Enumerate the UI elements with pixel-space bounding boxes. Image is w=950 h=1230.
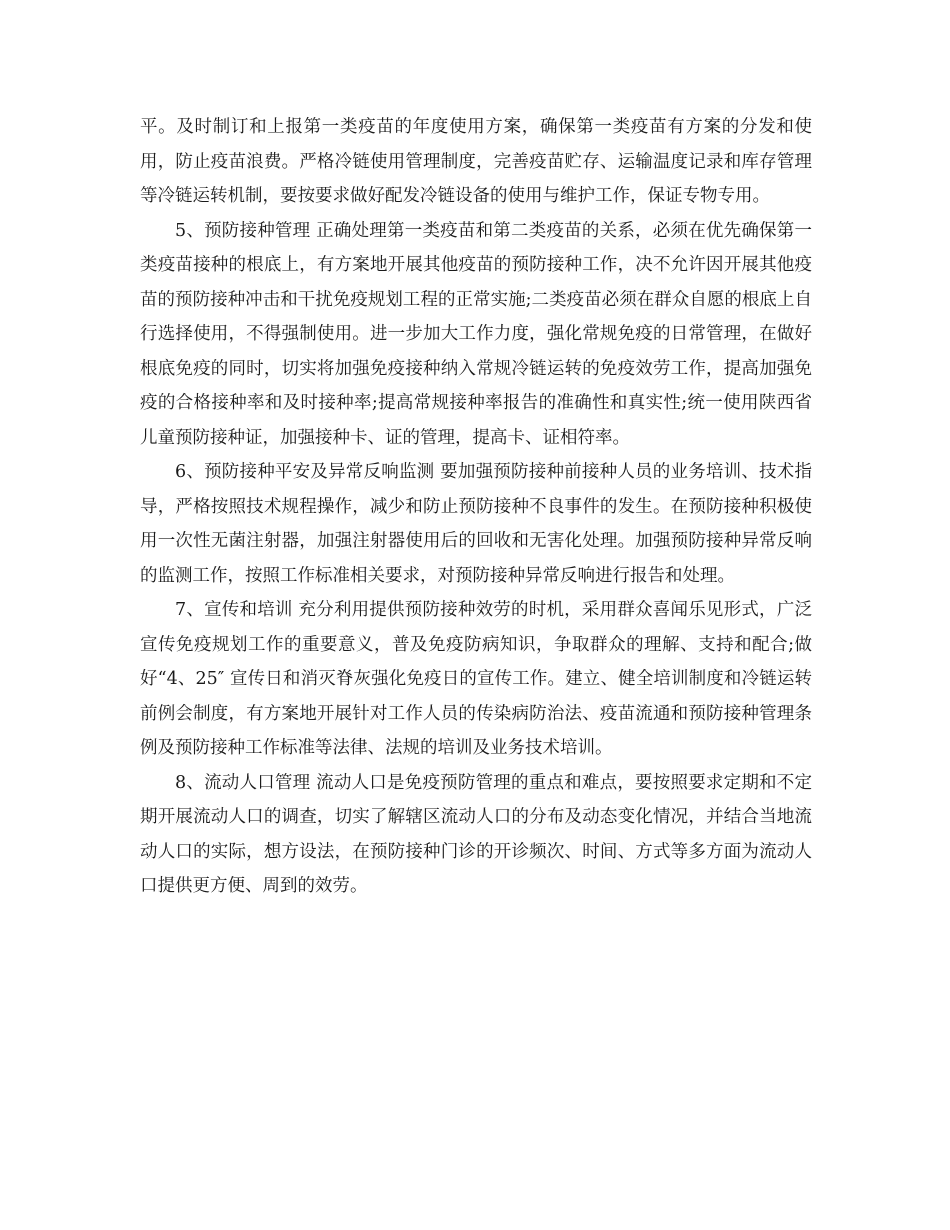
paragraph-vaccination-management: 5、预防接种管理 正确处理第一类疫苗和第二类疫苗的关系，必须在优先确保第一类疫苗接种的根底上，有方案地开展其他疫苗的预防接种工作，决不允许因开展其他疫苗的预防接种冲击和干扰免疫规划工程的正常实施;二类疫苗必须在群众自愿的根底上自行选择使用，不得强制使用。进一步加大工作力度，强化常规免疫的日常管理，在做好根底免疫的同时，切实将加强免疫接种纳入常规冷链运转的免疫效劳工作，提高加强免疫的合格接种率和及时接种率;提高常规接种率报告的准确性和真实性;统一使用陕西省儿童预防接种证，加强接种卡、证的管理，提高卡、证相符率。 [140, 220, 812, 448]
paragraph-publicity-training: 7、宣传和培训 充分利用提供预防接种效劳的时机，采用群众喜闻乐见形式，广泛宣传免疫规划工作的重要意义，普及免疫防病知识，争取群众的理解、支持和配合;做好“4、25″ 宣传日和消灭脊灰强化免疫日的宣传工作。建立、健全培训制度和冷链运转前例会制度，有方案地开展针对工作人员的传染病防治法、疫苗流通和预防接种管理条例及预防接种工作标准等法律、法规的培训及业务技术培训。 [140, 600, 812, 758]
paragraph-continuation: 平。及时制订和上报第一类疫苗的年度使用方案，确保第一类疫苗有方案的分发和使用，防止疫苗浪费。严格冷链使用管理制度，完善疫苗贮存、运输温度记录和库存管理等冷链运转机制，要按要求做好配发冷链设备的使用与维护工作，保证专物专用。 [140, 117, 812, 206]
paragraph-floating-population: 8、流动人口管理 流动人口是免疫预防管理的重点和难点，要按照要求定期和不定期开展流动人口的调查，切实了解辖区流动人口的分布及动态变化情况，并结合当地流动人口的实际，想方设法，在预防接种门诊的开诊频次、时间、方式等多方面为流动人口提供更方便、周到的效劳。 [140, 772, 812, 896]
paragraph-safety-monitoring: 6、预防接种平安及异常反响监测 要加强预防接种前接种人员的业务培训、技术指导，严格按照技术规程操作，减少和防止预防接种不良事件的发生。在预防接种积极使用一次性无菌注射器，加强注射器使用后的回收和无害化处理。加强预防接种异常反响的监测工作，按照工作标准相关要求，对预防接种异常反响进行报告和处理。 [140, 462, 812, 586]
document-body [140, 110, 812, 904]
